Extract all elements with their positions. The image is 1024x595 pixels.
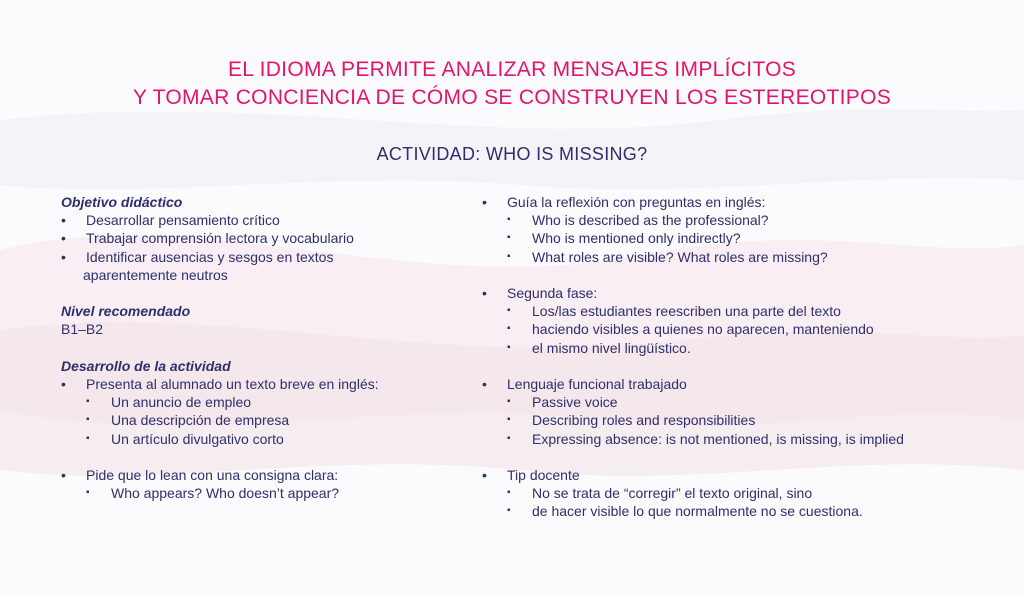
left-column xyxy=(61,193,461,502)
desarrollo-sublist xyxy=(86,393,461,448)
list-item: • Pide que lo lean con una consigna clara: xyxy=(61,466,461,484)
fase-sublist xyxy=(507,302,1002,357)
list-item: ▪ de hacer visible lo que normalmente no se cuestiona. xyxy=(507,502,1002,520)
desarrollo-heading: Desarrollo de la actividad xyxy=(61,357,231,374)
desarrollo-sublist-2 xyxy=(86,484,461,502)
list-item: ▪ Un artículo divulgativo corto xyxy=(86,430,461,448)
nivel-value: B1–B2 xyxy=(61,321,104,338)
list-item: ▪ Expressing absence: is not mentioned, is missing, is implied xyxy=(507,430,1002,448)
tip-list xyxy=(482,466,1002,484)
list-item: ▪ Describing roles and responsibilities xyxy=(507,411,1002,429)
fase-list xyxy=(482,284,1002,302)
list-item: • Guía la reflexión con preguntas en inglés: xyxy=(482,193,1002,211)
objetivo-list xyxy=(61,211,461,284)
guia-list xyxy=(482,193,1002,211)
list-item: ▪ Who appears? Who doesn’t appear? xyxy=(86,484,461,502)
page-title xyxy=(0,56,1024,112)
desarrollo-list-2 xyxy=(61,466,461,484)
list-item-text: Identificar ausencias y sesgos en textos xyxy=(86,248,334,265)
activity-title: ACTIVIDAD: WHO IS MISSING? xyxy=(376,144,648,164)
desarrollo-list xyxy=(61,375,461,393)
list-item: ▪ Los/las estudiantes reescriben una parte del texto xyxy=(507,302,1002,320)
list-item: ▪ Who is mentioned only indirectly? xyxy=(507,229,1002,247)
list-item: ▪ el mismo nivel lingüístico. xyxy=(507,339,1002,357)
list-item: ▪ Un anuncio de empleo xyxy=(86,393,461,411)
list-item: ▪ Una descripción de empresa xyxy=(86,411,461,429)
list-item: ▪ Who is described as the professional? xyxy=(507,211,1002,229)
objetivo-heading: Objetivo didáctico xyxy=(61,194,183,210)
list-item: • Desarrollar pensamiento crítico xyxy=(61,211,461,229)
list-item xyxy=(61,248,461,284)
lenguaje-list xyxy=(482,375,1002,393)
list-item: ▪ haciendo visibles a quienes no aparecen, manteniendo xyxy=(507,320,1002,338)
list-item: ▪ What roles are visible? What roles are missing? xyxy=(507,248,1002,266)
title-line-2: Y TOMAR CONCIENCIA DE CÓMO SE CONSTRUYEN LOS ESTEREOTIPOS xyxy=(132,86,892,109)
list-item: • Tip docente xyxy=(482,466,1002,484)
lenguaje-sublist xyxy=(507,393,1002,448)
nivel-heading: Nivel recomendado xyxy=(61,303,191,320)
list-item: • Segunda fase: xyxy=(482,284,1002,302)
list-item: ▪ No se trata de “corregir” el texto original, sino xyxy=(507,484,1002,502)
tip-sublist xyxy=(507,484,1002,520)
list-item: • Lenguaje funcional trabajado xyxy=(482,375,1002,393)
list-item: ▪ Passive voice xyxy=(507,393,1002,411)
right-column xyxy=(482,193,1002,521)
list-item-continuation: aparentemente neutros xyxy=(83,266,228,283)
guia-sublist xyxy=(507,211,1002,266)
list-item: • Presenta al alumnado un texto breve en inglés: xyxy=(61,375,461,393)
title-line-1: EL IDIOMA PERMITE ANALIZAR MENSAJES IMPLÍCITOS xyxy=(227,58,797,81)
list-item: • Trabajar comprensión lectora y vocabulario xyxy=(61,229,461,247)
